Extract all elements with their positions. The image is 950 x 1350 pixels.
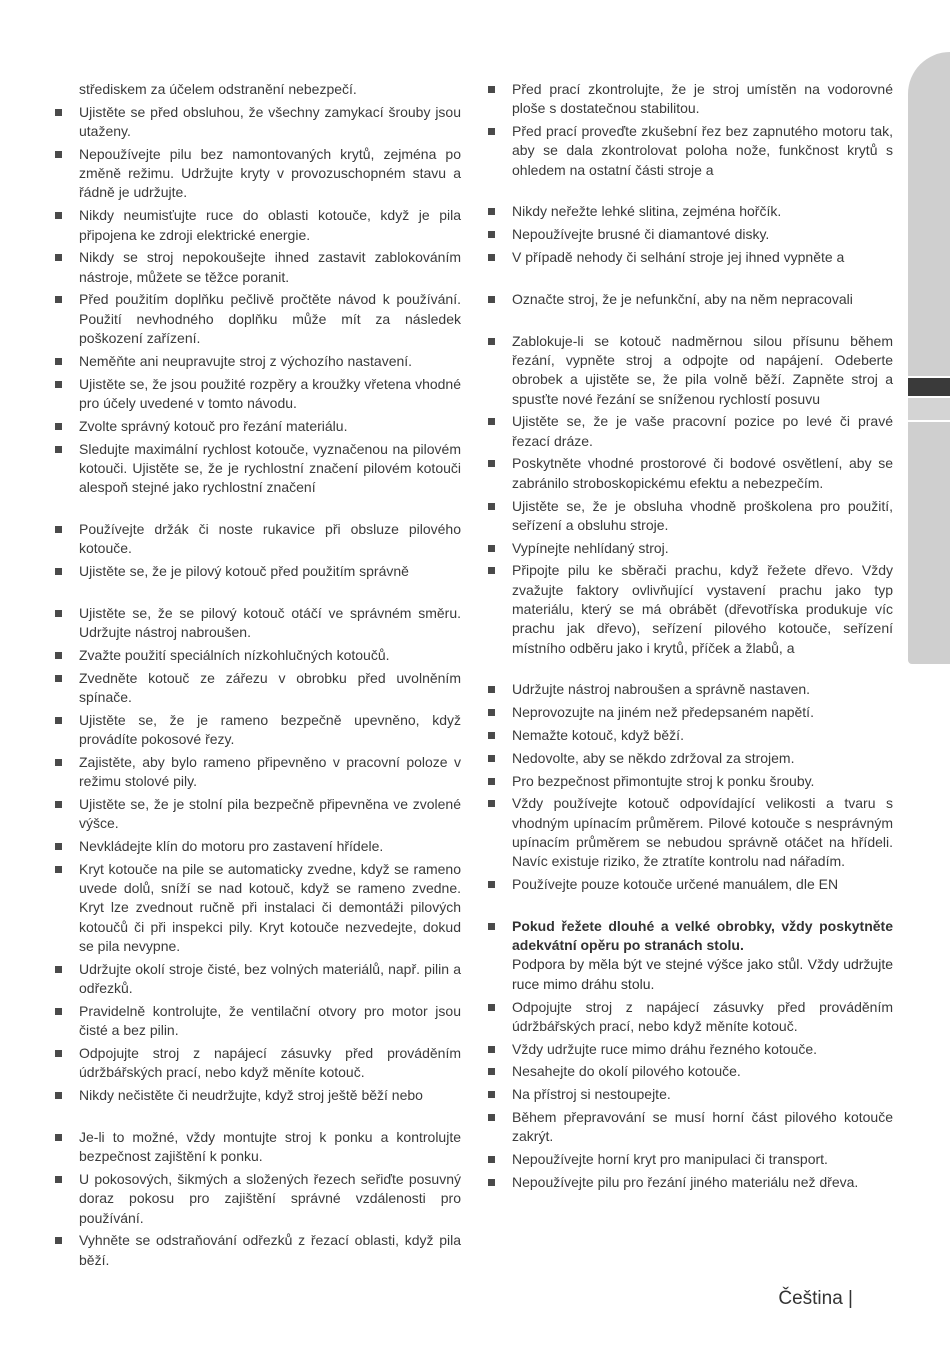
list-item: Udržujte okolí stroje čisté, bez volných materiálů, např. pilin a odřezků. (55, 960, 461, 999)
list-item: Nevkládejte klín do motoru pro zastavení hřídele. (55, 837, 461, 856)
square-bullet-icon (488, 545, 495, 552)
square-bullet-icon (55, 966, 62, 973)
list-item: Nedovolte, aby se někdo zdržoval za strojem. (488, 749, 893, 768)
side-tab-lower (908, 422, 950, 664)
square-bullet-icon (55, 675, 62, 682)
left-bullet-list (55, 103, 461, 1270)
square-bullet-icon (55, 1050, 62, 1057)
list-item: Ujistěte se před obsluhou, že všechny zamykací šrouby jsou utaženy. (55, 103, 461, 142)
square-bullet-icon (55, 759, 62, 766)
blank-line (488, 313, 893, 332)
square-bullet-icon (488, 418, 495, 425)
square-bullet-icon (488, 1091, 495, 1098)
blank-line (55, 585, 461, 604)
list-item: Poskytněte vhodné prostorové či bodové osvětlení, aby se zabránilo stroboskopickému efektu a nebezpečím. (488, 454, 893, 493)
list-item: Nikdy nečistěte či neudržujte, když stroj ještě běží nebo (55, 1086, 461, 1105)
square-bullet-icon (488, 709, 495, 716)
list-item: Vyhněte se odstraňování odřezků z řezací oblasti, když pila běží. (55, 1231, 461, 1270)
square-bullet-icon (488, 208, 495, 215)
list-item: Udržujte nástroj nabroušen a správně nastaven. (488, 680, 893, 699)
list-item: Používejte pouze kotouče určené manuálem, dle EN (488, 875, 893, 894)
square-bullet-icon (55, 423, 62, 430)
side-tab-separator (908, 398, 950, 420)
list-item: Vždy udržujte ruce mimo dráhu řezného kotouče. (488, 1040, 893, 1059)
list-item: Před použitím doplňku pečlivě pročtěte návod k používání. Použití nevhodného doplňku může mít za následek poškození zařízení. (55, 290, 461, 348)
list-item: Odpojujte stroj z napájecí zásuvky před prováděním údržbářských prací, nebo když měníte kotouč. (488, 998, 893, 1037)
square-bullet-icon (55, 358, 62, 365)
square-bullet-icon (55, 568, 62, 575)
square-bullet-icon (488, 1046, 495, 1053)
square-bullet-icon (488, 86, 495, 93)
list-item: Nikdy se stroj nepokoušejte ihned zastavit zablokováním nástroje, můžete se těžce poranit. (55, 248, 461, 287)
continuation-text: střediskem za účelem odstranění nebezpečí. (79, 81, 357, 97)
list-item: Před prací proveďte zkušební řez bez zapnutého motoru tak, aby se dala zkontrolovat poloha nože, funkčnost krytů s ohledem na ostatní části stroje a (488, 122, 893, 180)
square-bullet-icon (488, 1114, 495, 1121)
list-item: Ujistěte se, že je vaše pracovní pozice po levé či pravé řezací dráze. (488, 412, 893, 451)
list-item: Neměňte ani neupravujte stroj z výchozího nastavení. (55, 352, 461, 371)
square-bullet-icon (488, 800, 495, 807)
list-item: Ujistěte se, že je obsluha vhodně proškolena pro použití, seřízení a obsluhu stroje. (488, 497, 893, 536)
list-item: Nemažte kotouč, když běží. (488, 726, 893, 745)
list-item: Před prací zkontrolujte, že je stroj umístěn na vodorovné ploše s dostatečnou stabilitou. (488, 80, 893, 119)
list-item: Ujistěte se, že jsou použité rozpěry a kroužky vřetena vhodné pro účely uvedené v tomto návodu. (55, 375, 461, 414)
square-bullet-icon (488, 254, 495, 261)
square-bullet-icon (488, 1156, 495, 1163)
square-bullet-icon (488, 128, 495, 135)
list-item: Označte stroj, že je nefunkční, aby na něm nepracovali (488, 290, 893, 309)
square-bullet-icon (55, 151, 62, 158)
list-item: Nepoužívejte horní kryt pro manipulaci či transport. (488, 1150, 893, 1169)
list-item: Vypínejte nehlídaný stroj. (488, 539, 893, 558)
right-column (488, 80, 893, 1196)
square-bullet-icon (55, 212, 62, 219)
square-bullet-icon (488, 460, 495, 467)
list-item: Na přístroj si nestoupejte. (488, 1085, 893, 1104)
square-bullet-icon (55, 1008, 62, 1015)
list-item: Pro bezpečnost přimontujte stroj k ponku šrouby. (488, 772, 893, 791)
list-item: Pravidelně kontrolujte, že ventilační otvory pro motor jsou čisté a bez pilin. (55, 1002, 461, 1041)
square-bullet-icon (488, 923, 495, 930)
square-bullet-icon (488, 732, 495, 739)
list-item: Používejte držák či noste rukavice při obsluze pilového kotouče. (55, 520, 461, 559)
square-bullet-icon (488, 338, 495, 345)
list-item: Vždy používejte kotouč odpovídající velikosti a tvaru s vhodným upínacím průměrem. Pilové kotouče s nesprávným upínacím průměrem se nebudou správně otáčet na hřídeli. Navíc existuje riziko, že ztratíte kontrolu nad nářadím. (488, 794, 893, 871)
square-bullet-icon (55, 109, 62, 116)
square-bullet-icon (55, 1176, 62, 1183)
list-item: U pokosových, šikmých a složených řezech seřiďte posuvný doraz pokosu pro zajištění správné vzdálenosti pro používání. (55, 1170, 461, 1228)
square-bullet-icon (55, 1237, 62, 1244)
square-bullet-icon (55, 381, 62, 388)
list-item: Nepoužívejte pilu bez namontovaných krytů, zejména po změně režimu. Udržujte kryty v provozuschopném stavu a řádně je udržujte. (55, 145, 461, 203)
list-item: Nikdy neřežte lehké slitina, zejména hořčík. (488, 202, 893, 221)
list-item: V případě nehody či selhání stroje jej ihned vypněte a (488, 248, 893, 267)
list-item: Nepoužívejte brusné či diamantové disky. (488, 225, 893, 244)
square-bullet-icon (488, 1179, 495, 1186)
square-bullet-icon (55, 866, 62, 873)
square-bullet-icon (488, 567, 495, 574)
list-item: Během přepravování se musí horní část pilového kotouče zakrýt. (488, 1108, 893, 1147)
right-bullet-list (488, 80, 893, 1192)
list-item-bold: Pokud řežete dlouhé a velké obrobky, vždy poskytněte adekvátní opěru po stranách stolu. Podpora by měla být ve stejné výšce jako stůl. Vždy udržujte ruce mimo dráhu stolu. (488, 917, 893, 994)
square-bullet-icon (55, 1134, 62, 1141)
list-item: Ujistěte se, že se pilový kotouč otáčí ve správném směru. Udržujte nástroj nabroušen. (55, 604, 461, 643)
square-bullet-icon (55, 526, 62, 533)
list-item: Je-li to možné, vždy montujte stroj k ponku a kontrolujte bezpečnost zajištění k ponku. (55, 1128, 461, 1167)
blank-line (488, 898, 893, 917)
square-bullet-icon (488, 686, 495, 693)
square-bullet-icon (488, 881, 495, 888)
list-item: Ujistěte se, že je stolní pila bezpečně připevněna ve zvolené výšce. (55, 795, 461, 834)
list-item: Zajistěte, aby bylo rameno připevněno v pracovní poloze v režimu stolové pily. (55, 753, 461, 792)
list-item: Zvedněte kotouč ze zářezu v obrobku před uvolněním spínače. (55, 669, 461, 708)
list-item: Zvolte správný kotouč pro řezání materiálu. (55, 417, 461, 436)
square-bullet-icon (488, 755, 495, 762)
square-bullet-icon (55, 717, 62, 724)
list-item: Zvažte použití speciálních nízkohlučných kotoučů. (55, 646, 461, 665)
square-bullet-icon (488, 231, 495, 238)
side-tab-upper (908, 52, 950, 376)
page-language-footer: Čeština | (778, 1288, 853, 1309)
blank-line (488, 271, 893, 290)
blank-line (488, 661, 893, 680)
square-bullet-icon (488, 778, 495, 785)
square-bullet-icon (55, 801, 62, 808)
square-bullet-icon (488, 296, 495, 303)
square-bullet-icon (488, 1068, 495, 1075)
list-item: Ujistěte se, že je rameno bezpečně upevněno, když provádíte pokosové řezy. (55, 711, 461, 750)
square-bullet-icon (55, 296, 62, 303)
list-item: Kryt kotouče na pile se automaticky zvedne, když se rameno uvede dolů, sníží se nad kotouč, když se rameno zvedne. Kryt lze zvednout ručně při instalaci či demontáži pilových kotoučů či při inspekci pily. Kryt kotouče nezvedejte, dokud se pila nevypne. (55, 860, 461, 956)
square-bullet-icon (55, 843, 62, 850)
square-bullet-icon (55, 1092, 62, 1099)
square-bullet-icon (55, 610, 62, 617)
list-item: Nepoužívejte pilu pro řezání jiného materiálu než dřeva. (488, 1173, 893, 1192)
list-item: Připojte pilu ke sběrači prachu, když řežete dřevo. Vždy zvažujte faktory ovlivňující vystavení prachu jako typ materiálu, který se má obrábět (dřevotříska produkuje víc prachu jak dřevo), seřízení pilového kotouče, seřízení místního odběru jako i krytů, příček a žlabů, a (488, 561, 893, 657)
square-bullet-icon (55, 446, 62, 453)
square-bullet-icon (488, 503, 495, 510)
list-item: Ujistěte se, že je pilový kotouč před použitím správně (55, 562, 461, 581)
left-column (55, 80, 461, 1274)
list-item: Neprovozujte na jiném než předepsaném napětí. (488, 703, 893, 722)
side-tab-active-marker (908, 378, 950, 396)
blank-line (55, 501, 461, 520)
list-item: Nikdy neumisťujte ruce do oblasti kotouče, když je pila připojena ke zdroji elektrické energie. (55, 206, 461, 245)
square-bullet-icon (55, 254, 62, 261)
square-bullet-icon (55, 652, 62, 659)
blank-line (488, 183, 893, 202)
list-item: Zablokuje-li se kotouč nadměrnou silou přísunu během řezání, vypněte stroj a odpojte od napájení. Odeberte obrobek a ujistěte se, že pila volně běží. Zapněte stroj a spusťte nové řezání se sníženou rychlostí posuvu (488, 332, 893, 409)
list-item: Sledujte maximální rychlost kotouče, vyznačenou na pilovém kotouči. Ujistěte se, že je rychlostní značení pilovém kotouči alespoň stejné jako rychlostní značení (55, 440, 461, 498)
blank-line (55, 1109, 461, 1128)
list-item: Nesahejte do okolí pilového kotouče. (488, 1062, 893, 1081)
square-bullet-icon (488, 1004, 495, 1011)
list-item: Odpojujte stroj z napájecí zásuvky před prováděním údržbářských prací, nebo když měníte kotouč. (55, 1044, 461, 1083)
